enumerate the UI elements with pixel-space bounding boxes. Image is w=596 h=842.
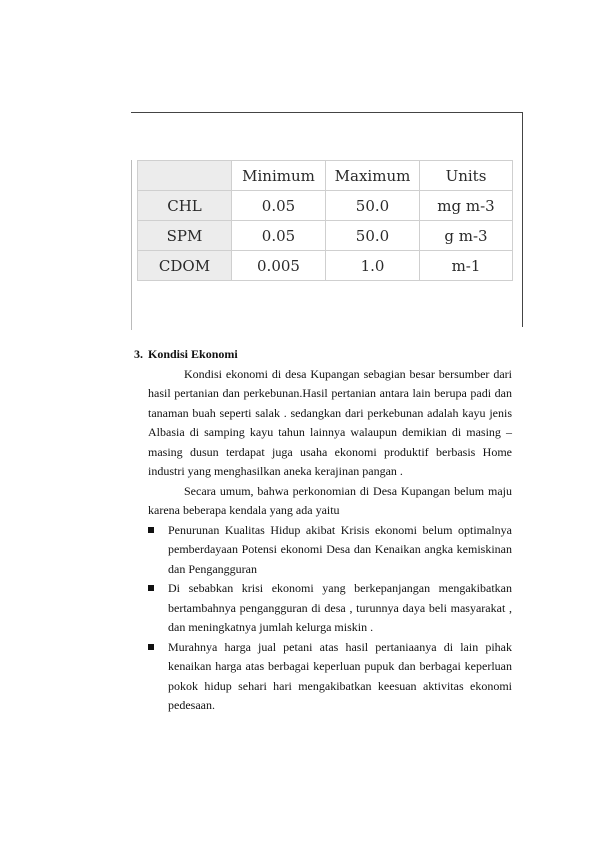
list-item: Di sebabkan krisi ekonomi yang berkepanjangan mengakibatkan bertambahnya pengangguran di desa , turunnya daya beli masyarakat , dan meningkatnya jumlah kelurga miskin . [134,579,512,638]
table-cell: 1.0 [326,251,420,281]
table-header-cell: Minimum [232,161,326,191]
square-bullet-icon [148,527,154,533]
table-cell: mg m-3 [420,191,513,221]
table-header-cell: Maximum [326,161,420,191]
table-header-cell: Units [420,161,513,191]
figure-frame-right [522,112,523,327]
section-title: Kondisi Ekonomi [148,347,238,361]
table-header-cell [138,161,232,191]
table-row [138,251,513,281]
table-cell: 0.05 [232,221,326,251]
section-heading [134,345,512,365]
table-row [138,191,513,221]
table-cell: m-1 [420,251,513,281]
list-item: Murahnya harga jual petani atas hasil pertaniaanya di lain pihak kenaikan harga atas berbagai keperluan pupuk dan berbagai keperluan pokok hidup sehari hari mengakibatkan keesuan aktivitas ekonomi pedesaan. [134,638,512,716]
section-kondisi-ekonomi [134,345,512,716]
square-bullet-icon [148,644,154,650]
table-cell: SPM [138,221,232,251]
paragraph: Kondisi ekonomi di desa Kupangan sebagian besar bersumber dari hasil pertanian dan perkebunan.Hasil pertanian antara lain berupa padi dan tanaman buah seperti salak . sedangkan dari perkebunan adalah kayu jenis Albasia di samping kayu tahun lainnya walaupun demikian di masing – masing dusun terdapat juga usaha ekonomi produktif berbasis Home industri yang menghasilkan aneka kerajinan pangan . [148,366,512,478]
table-cell: 50.0 [326,191,420,221]
parameter-table [137,160,513,281]
square-bullet-icon [148,585,154,591]
table-header-row [138,161,513,191]
table-cell: 0.005 [232,251,326,281]
constraint-list [134,521,512,716]
table-cell: CDOM [138,251,232,281]
table-cell: CHL [138,191,232,221]
figure-frame-left [131,160,132,330]
table-cell: 0.05 [232,191,326,221]
table-cell: g m-3 [420,221,513,251]
table-row [138,221,513,251]
list-item: Penurunan Kualitas Hidup akibat Krisis ekonomi belum optimalnya pemberdayaan Potensi ekonomi Desa dan Kenaikan angka kemiskinan dan Pengangguran [134,521,512,580]
table-cell: 50.0 [326,221,420,251]
section-number: 3. [134,347,143,361]
figure-frame-top [131,112,523,113]
parameter-table-figure [137,160,512,279]
paragraph: Secara umum, bahwa perkonomian di Desa Kupangan belum maju karena beberapa kendala yang ada yaitu [148,483,512,517]
